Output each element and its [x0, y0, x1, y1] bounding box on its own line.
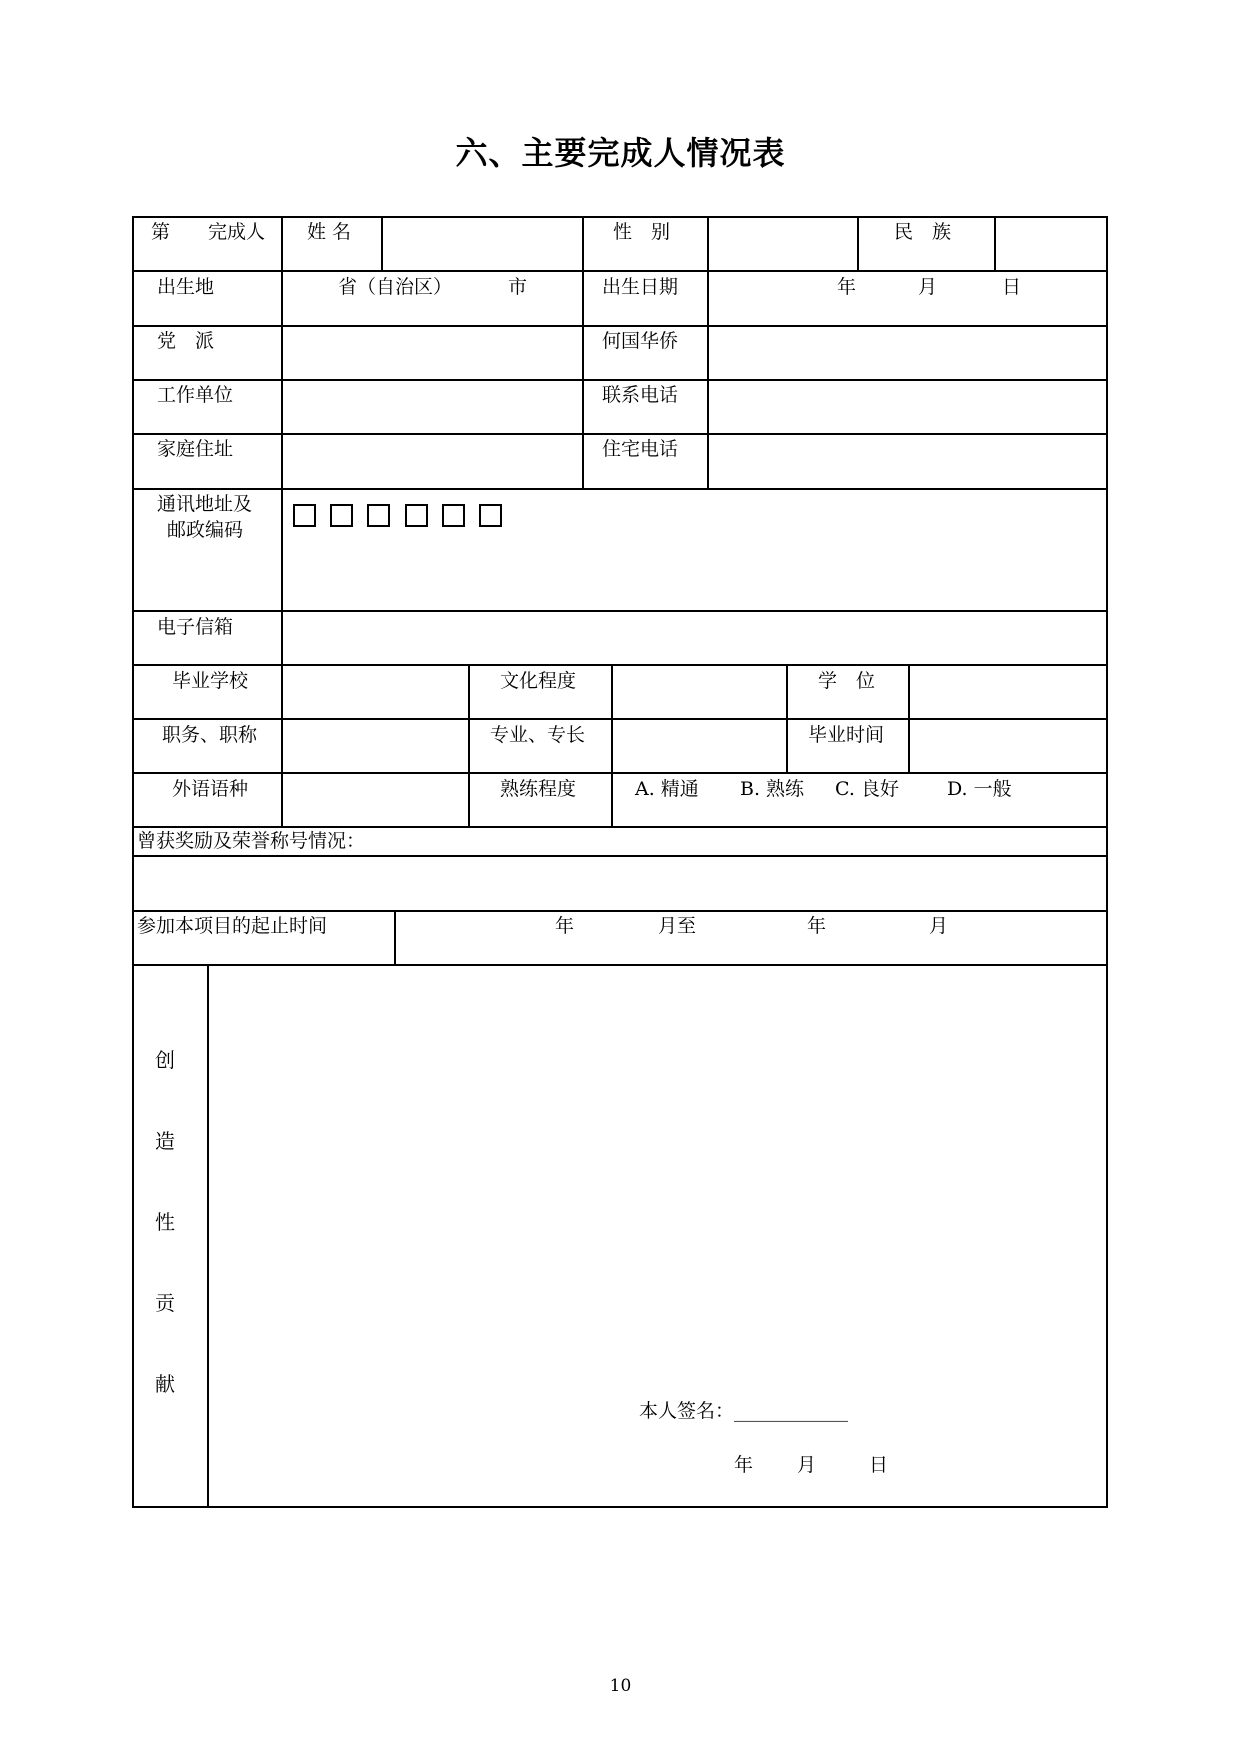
party-label: 党 派 — [157, 330, 215, 352]
proficiency-option-c[interactable]: C. 良好 — [835, 778, 899, 800]
proficiency-option-d[interactable]: D. 一般 — [947, 778, 1012, 800]
proficiency-label: 熟练程度 — [500, 778, 577, 800]
birth-date-label: 出生日期 — [602, 276, 679, 298]
col-divider — [786, 664, 788, 774]
province-label[interactable]: 省（自治区） — [338, 276, 453, 298]
grad-time-label: 毕业时间 — [808, 724, 885, 746]
awards-field[interactable] — [136, 859, 1104, 908]
party-field[interactable] — [285, 329, 580, 377]
postal-code-box[interactable] — [405, 504, 428, 527]
postal-code-box[interactable] — [330, 504, 353, 527]
row-divider — [132, 488, 1108, 490]
row-divider — [132, 964, 1108, 966]
employer-label: 工作单位 — [157, 384, 234, 406]
home-phone-label: 住宅电话 — [602, 438, 679, 460]
degree-label: 学 位 — [818, 670, 876, 692]
contribution-char: 创 — [155, 1048, 175, 1072]
employer-field[interactable] — [285, 383, 580, 431]
table-border-top — [132, 216, 1108, 218]
birth-year-label[interactable]: 年 — [837, 276, 857, 298]
proficiency-option-a[interactable]: A. 精通 — [635, 778, 699, 800]
table-border-left — [132, 216, 134, 1508]
signature-month[interactable]: 月 — [797, 1454, 817, 1476]
gender-label: 性 别 — [613, 221, 671, 243]
postal-code-box[interactable] — [479, 504, 502, 527]
table-border-right — [1106, 216, 1108, 1508]
contribution-char: 性 — [155, 1210, 175, 1234]
postal-code-box[interactable] — [442, 504, 465, 527]
position-label: 职务、职称 — [162, 724, 258, 746]
col-divider — [908, 664, 910, 774]
birthplace-label: 出生地 — [157, 276, 215, 298]
participation-start-month[interactable]: 月至 — [658, 915, 697, 937]
participation-end-year[interactable]: 年 — [807, 915, 827, 937]
education-field[interactable] — [615, 668, 784, 716]
page-number: 10 — [609, 1676, 632, 1696]
row-divider — [132, 910, 1108, 912]
row-divider — [132, 270, 1108, 272]
proficiency-option-b[interactable]: B. 熟练 — [740, 778, 805, 800]
col-divider — [207, 964, 209, 1508]
row-divider — [132, 664, 1108, 666]
city-label[interactable]: 市 — [508, 276, 528, 298]
awards-label: 曾获奖励及荣誉称号情况： — [137, 830, 366, 852]
postal-code-label: 邮政编码 — [167, 519, 244, 541]
table-border-bottom — [132, 1506, 1108, 1508]
contribution-field[interactable] — [211, 968, 1104, 1398]
row-divider — [132, 379, 1108, 381]
birth-month-label[interactable]: 月 — [918, 276, 938, 298]
overseas-field[interactable] — [711, 329, 1104, 377]
major-field[interactable] — [615, 722, 784, 770]
ethnicity-label: 民 族 — [894, 221, 952, 243]
contribution-char: 献 — [155, 1372, 175, 1396]
postal-code-box[interactable] — [293, 504, 316, 527]
col-divider — [468, 664, 470, 828]
participation-label: 参加本项目的起止时间 — [137, 915, 328, 937]
overseas-label: 何国华侨 — [602, 330, 679, 352]
col-divider — [582, 216, 584, 490]
home-address-field[interactable] — [285, 437, 580, 485]
col-divider — [394, 910, 396, 966]
position-field[interactable] — [285, 722, 466, 770]
postal-code-box[interactable] — [367, 504, 390, 527]
col-divider — [611, 664, 613, 828]
language-field[interactable] — [285, 776, 466, 824]
row-divider — [132, 610, 1108, 612]
row-divider — [132, 718, 1108, 720]
row-divider — [132, 325, 1108, 327]
home-phone-field[interactable] — [711, 437, 1104, 485]
home-address-label: 家庭住址 — [157, 438, 234, 460]
school-label: 毕业学校 — [172, 670, 249, 692]
signature-line[interactable]: 本人签名：____________ — [639, 1400, 849, 1422]
rank-label: 第 完成人 — [151, 221, 266, 243]
phone-label: 联系电话 — [602, 384, 679, 406]
gender-field[interactable] — [711, 220, 855, 268]
major-label: 专业、专长 — [490, 724, 586, 746]
phone-field[interactable] — [711, 383, 1104, 431]
col-divider — [281, 216, 283, 828]
grad-time-field[interactable] — [912, 722, 1104, 770]
signature-year[interactable]: 年 — [734, 1454, 754, 1476]
language-label: 外语语种 — [172, 778, 249, 800]
email-label: 电子信箱 — [157, 616, 234, 638]
school-field[interactable] — [285, 668, 466, 716]
row-divider — [132, 855, 1108, 857]
signature-day[interactable]: 日 — [869, 1454, 889, 1476]
email-field[interactable] — [285, 614, 1104, 662]
ethnicity-field[interactable] — [998, 220, 1104, 268]
birth-day-label[interactable]: 日 — [1002, 276, 1022, 298]
col-divider — [381, 216, 383, 272]
col-divider — [857, 216, 859, 272]
name-label: 姓 名 — [307, 221, 352, 243]
row-divider — [132, 433, 1108, 435]
education-label: 文化程度 — [500, 670, 577, 692]
contribution-char: 贡 — [155, 1291, 175, 1315]
name-field[interactable] — [385, 220, 580, 268]
page-title: 六、主要完成人情况表 — [455, 134, 786, 172]
contribution-char: 造 — [155, 1129, 175, 1153]
col-divider — [707, 216, 709, 490]
row-divider — [132, 772, 1108, 774]
col-divider — [994, 216, 996, 272]
mail-address-label: 通讯地址及 — [157, 493, 253, 515]
participation-end-month[interactable]: 月 — [929, 915, 949, 937]
degree-field[interactable] — [912, 668, 1104, 716]
participation-start-year[interactable]: 年 — [555, 915, 575, 937]
mail-address-field[interactable] — [285, 535, 1104, 607]
